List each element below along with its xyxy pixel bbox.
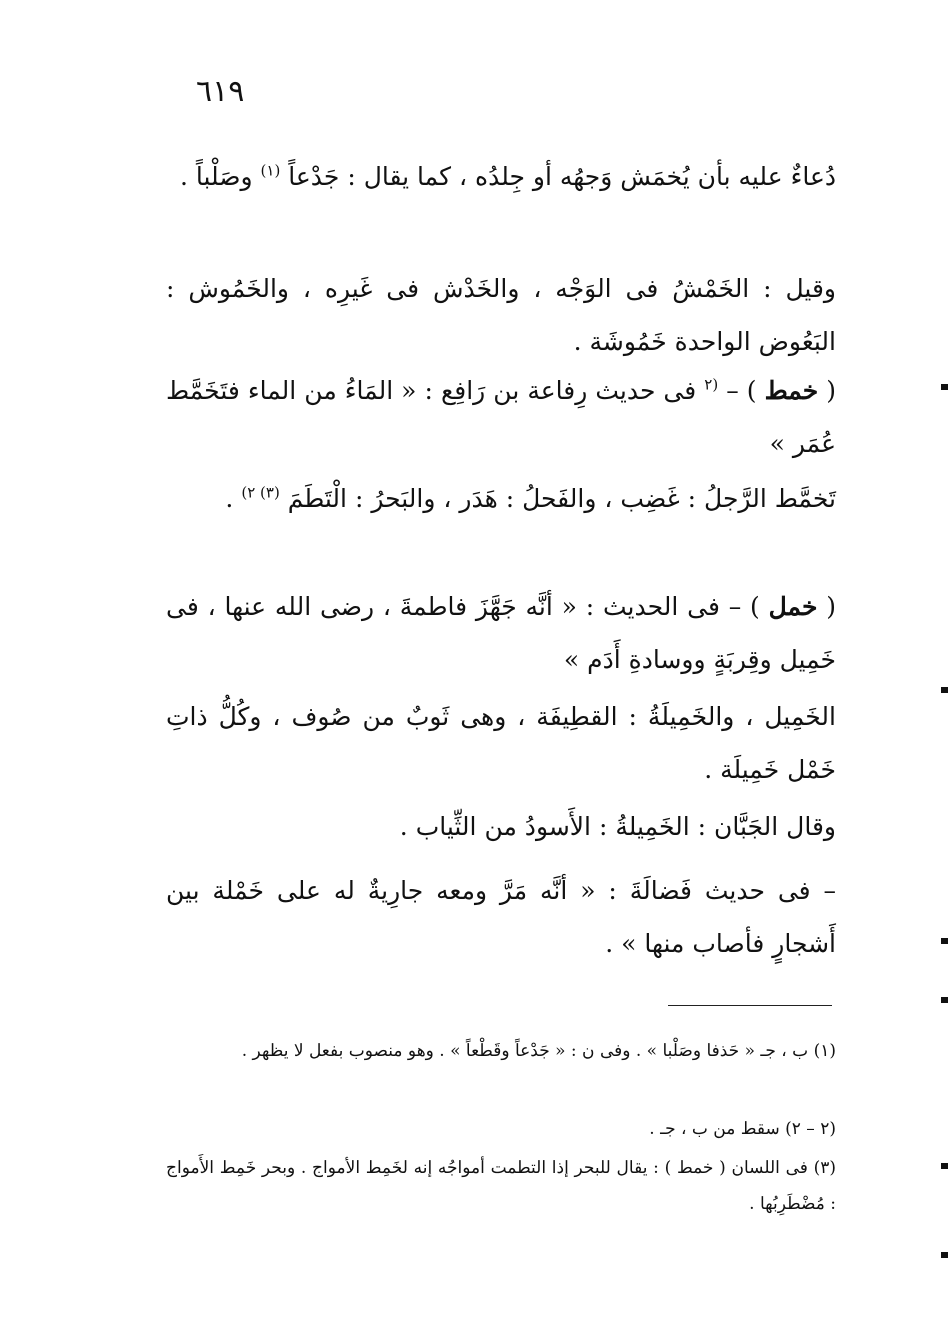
page-edge-mark (941, 384, 948, 390)
entry-khamat (166, 364, 836, 470)
paragraph-2 (166, 262, 836, 368)
page-edge-mark (941, 938, 948, 944)
paragraph-tail: . (225, 484, 242, 513)
paragraph-text: الخَمِيل ، والخَمِيلَةُ : القطِيفَة ، وهى ثَوبٌ من صُوف ، وكُلُّ ذاتِ خَمْل خَمِيلَة . (166, 702, 836, 784)
paragraph-text: وقيل : الخَمْشُ فى الوَجْه ، والخَدْش فى غَيرِه ، والخَمُوش : البَعُوض الواحدة خَمُوشَة . (166, 274, 836, 356)
footnote-ref: (٣) ٢) (241, 483, 280, 502)
entry-headword: خمل (768, 592, 818, 621)
footnote-ref: (١) (260, 161, 281, 180)
open-paren: ( (817, 592, 837, 621)
page-number: ٦١٩ (196, 74, 245, 109)
paragraph-tail: وصَلْباً . (179, 162, 253, 191)
footnote-2: (٢ – ٢) سقط من ب ، جـ . (649, 1119, 836, 1139)
footnote-3: (٣) فى اللسان ( خمط ) : يقال للبحر إذا التطمت أمواجُه إنه لخَمِط الأمواج . وبحر خَمِط الأَمواج : مُضْطَرِبُها . (166, 1158, 836, 1214)
paragraph-text: – فى حديث فَضالَةَ : « أنَّه مَرَّ ومعه جارِيةٌ له على خَمْلة بين أَشجارٍ فأصاب منها » . (166, 876, 836, 958)
page-edge-mark (941, 1163, 948, 1169)
paragraph-text: دُعاءٌ عليه بأن يُخمَش وَجهُه أو جِلدُه ، كما يقال : جَدْعاً (280, 162, 836, 191)
page-edge-mark (941, 1252, 948, 1258)
footnote-separator (668, 1005, 832, 1006)
entry-khamal (166, 580, 836, 686)
entry-headword: خمط (764, 376, 819, 405)
footnote-1: (١) ب ، جـ « حَذفا وصَلْبا » . وفى ن : « جَدْعاً وقَطْعاً » . وهو منصوب بفعل لا يظهر . (241, 1041, 836, 1061)
close-paren: ) – (718, 376, 765, 405)
paragraph-text: فى الحديث : « أنَّه جَهَّزَ فاطمةَ ، رضى الله عنها ، فى خَمِيل وقِربَةٍ ووسادةِ أَدَم » (166, 592, 836, 674)
paragraph-7 (166, 800, 836, 853)
page-edge-mark (941, 687, 948, 693)
paragraph-text: تَخمَّط الرَّجلُ : غَضِب ، والفَحلُ : هَدَر ، والبَحرُ : الْتَطَمَ (279, 484, 836, 513)
footnote-ref: (٢ (704, 375, 719, 394)
open-paren: ( (818, 376, 836, 405)
paragraph-6 (166, 690, 836, 796)
close-paren: ) – (719, 592, 769, 621)
paragraph-8 (166, 864, 836, 970)
paragraph-text: فى حديث رِفاعة بن رَافِع : « المَاءُ من الماء فتَخَمَّط عُمَر » (166, 376, 836, 458)
paragraph-4 (166, 472, 836, 525)
paragraph-1 (166, 150, 836, 203)
paragraph-text: وقال الجَبَّان : الخَمِيلةُ : الأَسودُ من الثِّياب . (399, 812, 836, 841)
page-edge-mark (941, 997, 948, 1003)
